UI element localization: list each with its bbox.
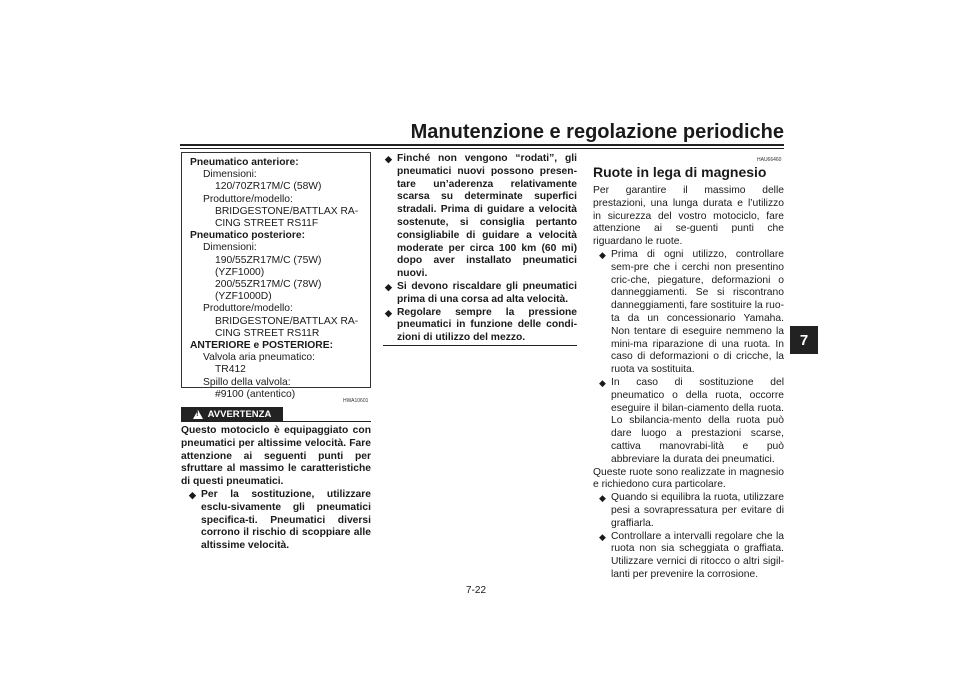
warning-intro: Questo motociclo è equipaggiato con pneumatici per altissime velocità. Fare attenzione ai seguenti punti per sfruttare al massimo le caratteristiche di questi pneumatici. [181, 425, 371, 488]
diamond-bullet-icon: ◆ [385, 307, 392, 318]
section-heading: Ruote in lega di magnesio [593, 164, 767, 180]
spec-value: TR412 [215, 364, 246, 376]
spec-label: Produttore/modello: [203, 303, 293, 315]
spec-value: (YZF1000D) [215, 291, 272, 303]
list-item: ◆ Per la sostituzione, utilizzare esclu-sivamente gli pneumatici specifica-ti. Pneumatici diversi corrono il rischio di scoppiare alle altissime velocità. [189, 488, 371, 552]
spec-label: Dimensioni: [203, 242, 257, 254]
wheels-mid: Queste ruote sono realizzate in magnesio e richiedono cura particolare. [593, 466, 784, 491]
warning-code: HWA10601 [343, 398, 369, 404]
spec-value: 200/55ZR17M/C (78W) [215, 279, 322, 291]
header-rule [180, 144, 784, 146]
spec-value: BRIDGESTONE/BATTLAX RA- [215, 205, 359, 217]
list-item: ◆ Finché non vengono “rodati”, gli pneumatici nuovi possono presen-tare un’aderenza relativamente scarsa su determinate superfici stradali. Prima di guidare a velocità sostenute, si consiglia pertanto consigliabile di guidare a velocità moderate per circa 100 km (60 mi) dopo aver installato pneumatici nuovi. [385, 153, 577, 280]
section-code: HAU66460 [757, 157, 782, 163]
list-item: ◆ Prima di ogni utilizzo, controllare sem-pre che i cerchi non presentino cric-che, piegature, deformazioni o danneggiamenti. Se si riscontrano danneggiamenti, fare sostituire la ruo-ta da un concessionario Yamaha. Non tentare di eseguire nemmeno la mini-ma riparazione di una ruota. In caso di deformazioni o di cricche, la ruota va sostituita. [599, 248, 784, 376]
rear-tire-heading: Pneumatico posteriore: [190, 230, 306, 242]
spec-label: Spillo della valvola: [203, 376, 291, 388]
spec-label: Valvola aria pneumatico: [203, 352, 315, 364]
diamond-bullet-icon: ◆ [189, 489, 196, 500]
spec-label: Dimensioni: [203, 169, 257, 181]
front-tire-heading: Pneumatico anteriore: [190, 157, 299, 168]
diamond-bullet-icon: ◆ [385, 281, 392, 292]
spec-value: CING STREET RS11F [215, 218, 319, 230]
diamond-bullet-icon: ◆ [385, 154, 392, 164]
header-rule-thin [180, 148, 784, 149]
list-item: ◆ Quando si equilibra la ruota, utilizzare pesi a sovrapressatura per evitare di graffiarla. [599, 492, 784, 529]
both-tires-heading: ANTERIORE e POSTERIORE: [190, 340, 334, 352]
spec-value: BRIDGESTONE/BATTLAX RA- [215, 315, 359, 327]
diamond-bullet-icon: ◆ [599, 249, 606, 260]
diamond-bullet-icon: ◆ [599, 531, 606, 542]
page-title: Manutenzione e regolazione periodiche [410, 121, 784, 143]
warning-badge-label: AVVERTENZA [207, 409, 272, 420]
diamond-bullet-icon: ◆ [599, 377, 606, 388]
warning-badge [181, 407, 283, 422]
spec-label: Produttore/modello: [203, 193, 293, 205]
spec-value: (YZF1000) [215, 266, 265, 278]
list-item: ◆ In caso di sostituzione del pneumatico o della ruota, occorre eseguire il bilan-ciamento della ruota. Lo sbilancia-mento della ruota può dare luogo a prestazioni scarse, cattiva manovrabi-lità e può abbreviare la durata dei pneumatici. [599, 376, 784, 465]
warning-triangle-icon: ! [193, 410, 203, 419]
chapter-tab: 7 [790, 326, 818, 354]
warning-body [181, 425, 371, 553]
warning-continued [383, 153, 577, 345]
wheels-section [593, 185, 784, 582]
spec-value: CING STREET RS11R [215, 327, 320, 339]
page-number: 7-22 [466, 585, 487, 596]
diamond-bullet-icon: ◆ [599, 493, 606, 504]
list-item: ◆ Regolare sempre la pressione pneumatici in funzione delle condi-zioni di utilizzo del mezzo. [385, 306, 577, 344]
list-item: ◆ Si devono riscaldare gli pneumatici prima di una corsa ad alta velocità. [385, 280, 577, 305]
tire-spec-box [181, 152, 371, 400]
wheels-intro: Per garantire il massimo delle prestazioni, una lunga durata e l’utilizzo in sicurezza del vostro motociclo, fare attenzione ai se-guenti punti che riguardano le ruote. [593, 185, 784, 248]
warning-rule [181, 421, 371, 422]
list-item: ◆ Controllare a intervalli regolare che la ruota non sia scheggiata o graffiata. Utilizzare vernici di ritocco o altri sigil-lanti per prevenire la corrosione. [599, 530, 784, 580]
spec-value: 190/55ZR17M/C (75W) [215, 254, 322, 266]
spec-value: #9100 (antentico) [215, 388, 296, 400]
spec-value: 120/70ZR17M/C (58W) [215, 181, 322, 193]
warning-end-rule [383, 345, 577, 346]
